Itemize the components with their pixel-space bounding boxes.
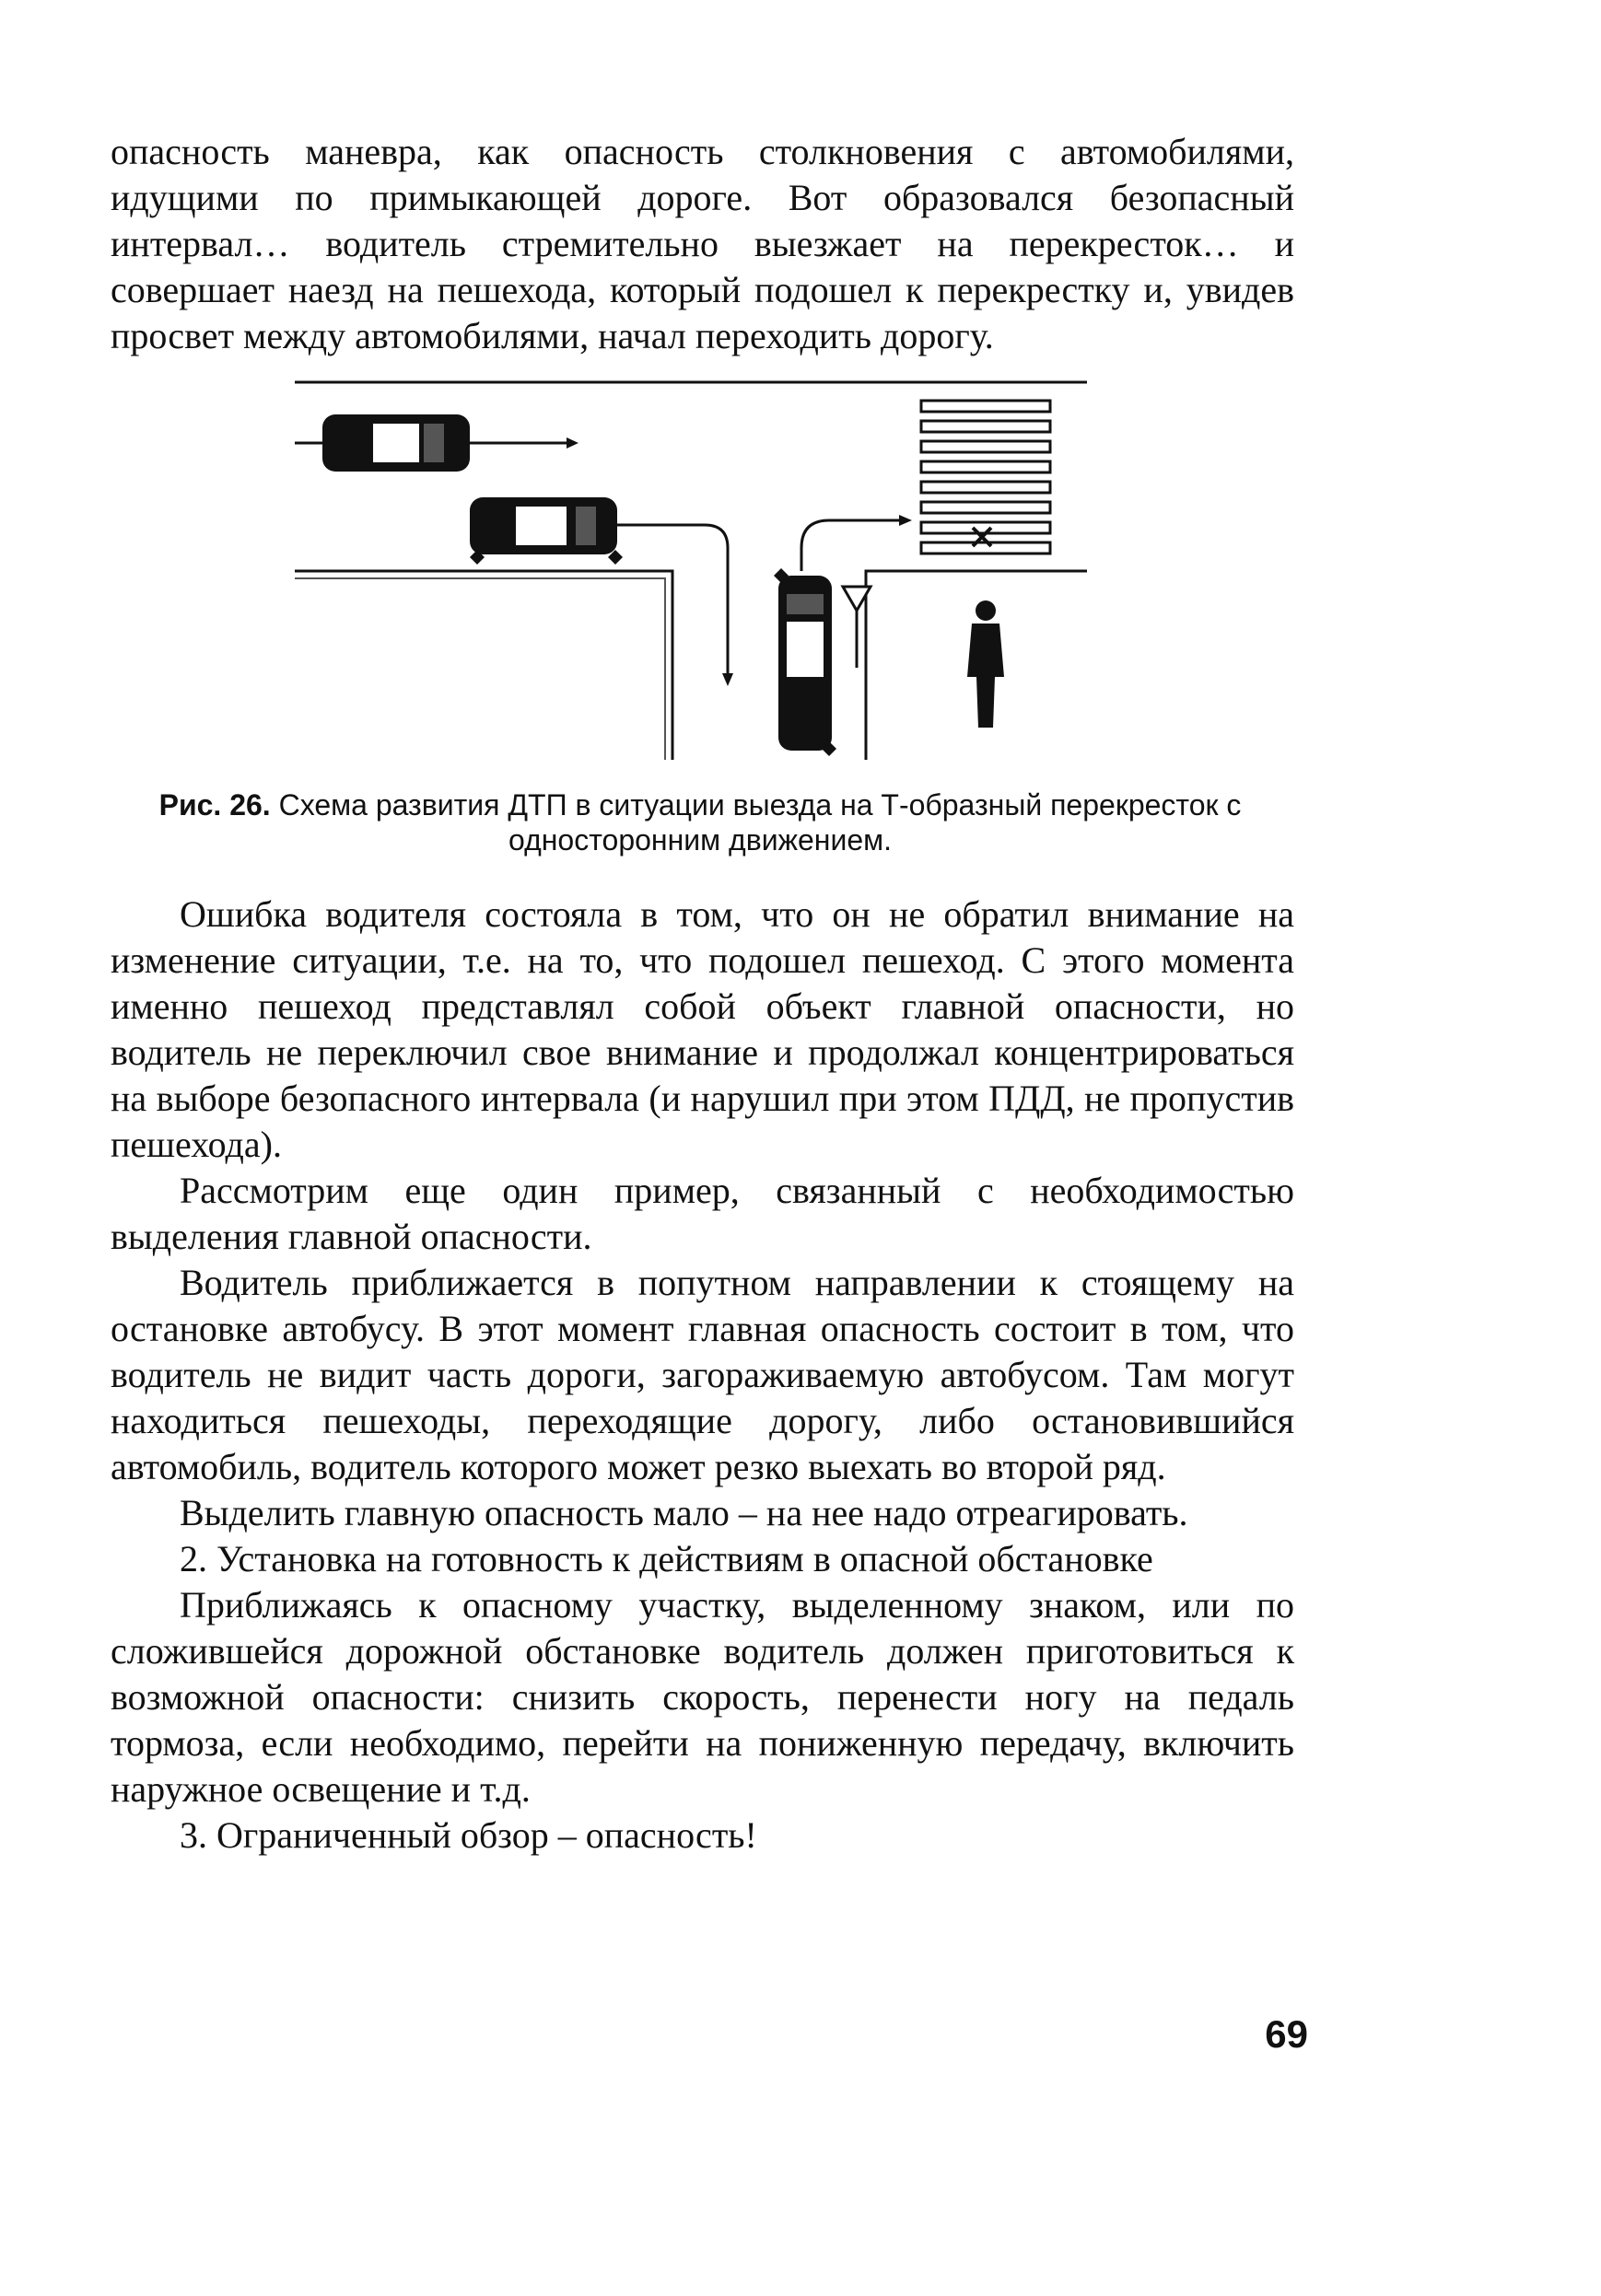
figure-caption-text: Схема развития ДТП в ситуации выезда на Т-образный перекресток с односторонним движением. [278, 788, 1242, 857]
body-paragraph-1: Ошибка водителя состояла в том, что он не обратил внимание на изменение ситуации, т.е. на то, что подошел пешеход. С этого момента именно пешеход представлял собой объект главной опасности, но водитель не переключил свое внимание и продолжал концентрироваться на выборе безопасного интервала (и нарушил при этом ПДД, не пропустив пешехода). [111, 893, 1294, 1165]
figure-caption [138, 787, 1262, 857]
car-2-arrowhead [722, 673, 733, 686]
road-bottom-edge-left [295, 571, 672, 760]
top-paragraph-block [111, 129, 1294, 359]
car-1-icon [295, 414, 470, 472]
car-1-arrowhead [567, 437, 578, 449]
section-heading-3: 3. Ограниченный обзор – опасность! [180, 1814, 757, 1856]
car-3-arrow [801, 520, 903, 571]
car-3-arrowhead [899, 515, 912, 526]
body-paragraph-2: Рассмотрим еще один пример, связанный с необходимостью выделения главной опасности. [111, 1170, 1294, 1257]
car-2-icon [470, 497, 623, 565]
car-3-icon [774, 568, 836, 756]
top-paragraph: опасность маневра, как опасность столкновения с автомобилями, идущими по примыкающей дороге. Вот образовался безопасный интервал… водитель стремительно выезжает на перекресток… и совершает наезд на пешехода, который подошел к перекрестку и, увидев просвет между автомобилями, начал переходить дорогу. [111, 131, 1294, 356]
intersection-diagram [286, 373, 1096, 769]
main-text-block [111, 892, 1294, 1859]
figure-26-diagram [286, 373, 1096, 769]
pedestrian-icon [967, 600, 1004, 728]
crosswalk [921, 401, 1050, 554]
page-number: 69 [1265, 2012, 1308, 2056]
road-bottom-edge-left-inner [295, 578, 665, 760]
section-heading-2: 2. Установка на готовность к действиям в опасной обстановке [180, 1538, 1153, 1579]
body-paragraph-5: Приближаясь к опасному участку, выделенному знаком, или по сложившейся дорожной обстановке водитель должен приготовиться к возможной опасности: снизить скорость, перенести ногу на педаль тормоза, если необходимо, перейти на пониженную передачу, включить наружное освещение и т.д. [111, 1584, 1294, 1810]
body-paragraph-3: Водитель приближается в попутном направлении к стоящему на остановке автобусу. В этот момент главная опасность состоит в том, что водитель не видит часть дороги, загораживаемую автобусом. Там могут находиться пешеходы, переходящие дорогу, либо остановившийся автомобиль, водитель которого может резко выехать во второй ряд. [111, 1262, 1294, 1487]
figure-caption-label: Рис. 26. [158, 788, 271, 822]
body-paragraph-4: Выделить главную опасность мало – на нее надо отреагировать. [180, 1492, 1188, 1533]
